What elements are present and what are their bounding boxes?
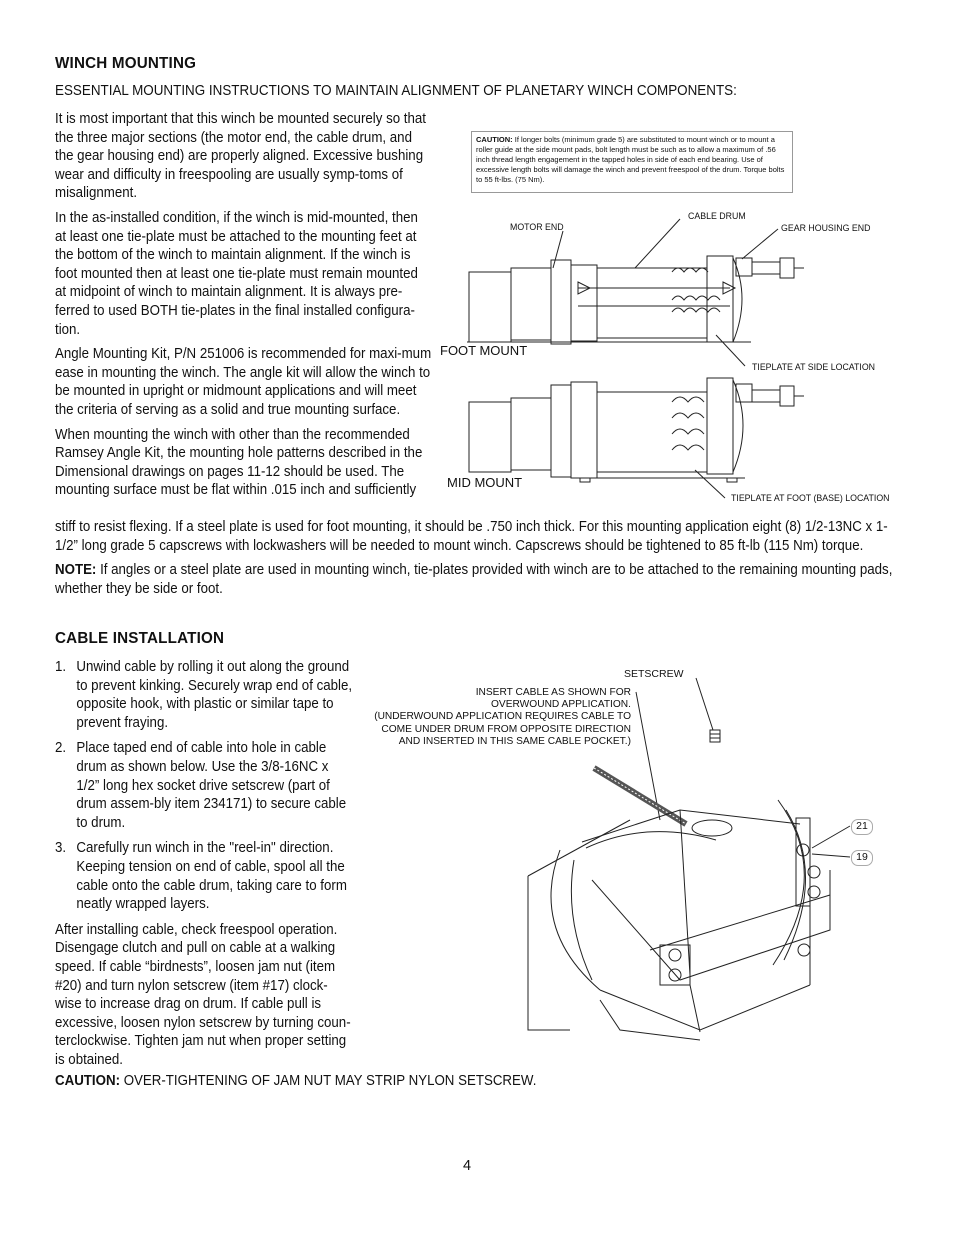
paragraph: stiff to resist flexing. If a steel plate is used for foot mounting, it should be .750 inch thick. For this mounting application eight (8) 1/2-13NC x 1-1/2” long grade 5 capscrews with lockwashers will be needed to mount winch. Capscrews should be tightened to 85 ft-lb (115 Nm) torque. <box>55 519 888 554</box>
paragraph: Angle Mounting Kit, P/N 251006 is recommended for maxi-mum ease in mounting the winch. The angle kit will allow the winch to be mounted in upright or midmount applications and will meet the criteria of serving as a solid and true mounting surface. <box>55 346 432 418</box>
label-motor-end: MOTOR END <box>510 222 564 232</box>
label-foot-mount: FOOT MOUNT <box>440 343 528 358</box>
paragraph: It is most important that this winch be mounted securely so that the three major sections (the motor end, the cable drum, and the gear housing end) are properly aligned. Excessive bushing wear and difficulty in freespooling are usually symp-toms of misalignment. <box>55 111 426 202</box>
section-subtitle: ESSENTIAL MOUNTING INSTRUCTIONS TO MAINTAIN ALIGNMENT OF PLANETARY WINCH COMPONENTS: <box>55 83 737 99</box>
item-callout-21: 21 <box>851 819 873 835</box>
step-text: Carefully run winch in the "reel-in" direction. Keeping tension on end of cable, spool all the cable onto the cable drum, taking care to form neatly wrapped layers. <box>76 840 347 913</box>
note-line: AND INSERTED IN THIS SAME CABLE POCKET.) <box>398 735 631 747</box>
step-number: 2. <box>55 740 67 757</box>
caution-label: CAUTION: <box>476 135 513 144</box>
note-text: If angles or a steel plate are used in mounting winch, tie-plates provided with winch are to be attached to the remaining mounting pads, whether they be side or foot. <box>55 562 893 597</box>
section-title-winch-mounting: WINCH MOUNTING <box>55 55 197 72</box>
paragraph: After installing cable, check freespool operation. Disengage clutch and pull on cable at a walking speed. If cable “birdnests”, loosen jam nut (item #20) and turn nylon setscrew (item #17) clock-wise to increase drag on drum. If cable pull is excessive, loosen nylon setscrew by turning coun-terclockwise. Tighten jam nut when proper setting is obtained. <box>55 921 351 1068</box>
label-tieplate-side: TIEPLATE AT SIDE LOCATION <box>752 362 876 372</box>
step-number: 1. <box>55 659 67 675</box>
note-line: OVERWOUND APPLICATION. <box>490 699 631 711</box>
paragraph: When mounting the winch with other than the recommended Ramsey Angle Kit, the mounting hole patterns described in the Dimensional drawings on pages 11-12 should be used. The mounting surface must be flat within .015 inch and sufficiently <box>55 426 423 499</box>
page-number: 4 <box>463 1158 472 1174</box>
label-setscrew: SETSCREW <box>624 668 684 680</box>
note-line: INSERT CABLE AS SHOWN FOR <box>475 687 631 698</box>
step-text: Place taped end of cable into hole in cable drum as shown below. Use the 3/8-16NC x 1/2” long hex socket drive setscrew (part of drum assem-bly item 234171) to secure cable to drum. <box>76 740 347 831</box>
item-callout-19: 19 <box>851 850 873 866</box>
step-number: 3. <box>55 840 67 857</box>
note-label: NOTE: <box>55 562 97 579</box>
label-mid-mount: MID MOUNT <box>447 475 523 490</box>
caution-text: OVER-TIGHTENING OF JAM NUT MAY STRIP NYLON SETSCREW. <box>119 1073 537 1089</box>
step-text: Unwind cable by rolling it out along the ground to prevent kinking. Securely wrap end of cable, opposite hook, with plastic or similar tape to prevent fraying. <box>76 659 353 731</box>
paragraph: In the as-installed condition, if the winch is mid-mounted, then at least one tie-plate must be attached to the mounting feet at the bottom of the winch to maintain alignment. If the winch is foot mounted then at least one tie-plate must remain mounted at midpoint of winch to maintain alignment. It is always pre-ferred to used BOTH tie-plates in the final installed configura-tion. <box>55 209 418 338</box>
caution-text: If longer bolts (minimum grade 5) are substituted to mount winch or to mount a roller guide at the side mount pads, bolt length must be such as to allow a maximum of .56 inch thread length engagement in the tapped holes in side of each end bearing. Use of excessive length bolts will damage the winch and prevent freespool of the drum. Torque bolts to 55 ft-lbs. (75 Nm). <box>476 135 785 184</box>
label-tieplate-foot: TIEPLATE AT FOOT (BASE) LOCATION <box>731 493 890 503</box>
note-line: (UNDERWOUND APPLICATION REQUIRES CABLE TO <box>374 711 631 723</box>
caution-label: CAUTION: <box>55 1073 120 1089</box>
section-title-cable-installation: CABLE INSTALLATION <box>55 630 225 647</box>
note-line: COME UNDER DRUM FROM OPPOSITE DIRECTION <box>381 723 631 735</box>
label-cable-drum: CABLE DRUM <box>688 211 746 221</box>
label-gear-housing-end: GEAR HOUSING END <box>781 223 871 233</box>
